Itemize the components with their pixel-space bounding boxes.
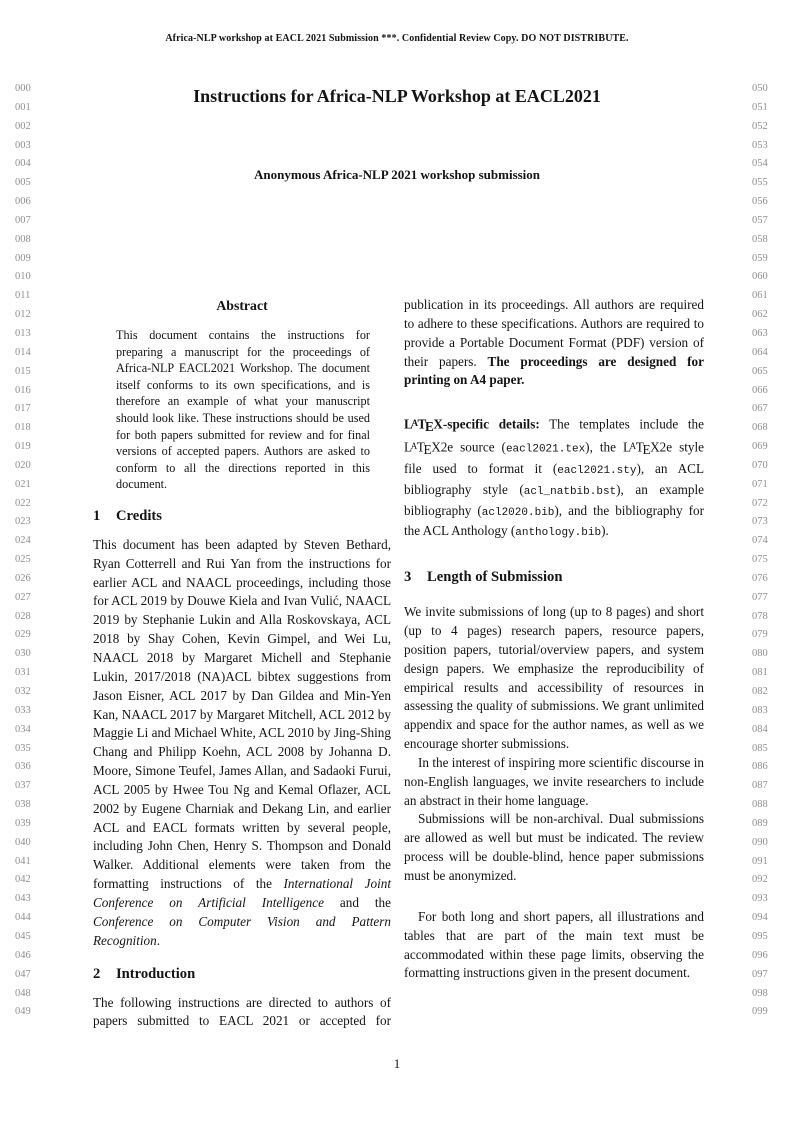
line-number: 014: [15, 346, 31, 358]
line-number: 035: [15, 742, 31, 754]
credits-paragraph: [93, 536, 391, 951]
line-number: 007: [15, 214, 31, 226]
line-number: 045: [15, 930, 31, 942]
line-number: 031: [15, 667, 31, 679]
text-segment: ), an example bibliography (: [404, 481, 704, 518]
section-heading-introduction: [93, 966, 391, 983]
line-number: 020: [15, 459, 31, 471]
line-number: 048: [15, 987, 31, 999]
line-number: 042: [15, 874, 31, 886]
line-number: 033: [15, 704, 31, 716]
line-number: 057: [752, 214, 768, 226]
text-segment: .: [156, 932, 161, 948]
line-number: 060: [752, 271, 768, 283]
line-number: 075: [752, 554, 768, 566]
length-paragraph-4: For both long and short papers, all illustrations and tables that are part of the main text must be accommodated within these page limits, observing the formatting instructions given in the present document.: [404, 908, 704, 981]
section-number: 2: [93, 965, 101, 982]
line-number: 008: [15, 233, 31, 245]
line-number: 071: [752, 478, 768, 490]
line-number: 030: [15, 648, 31, 660]
text-segment: eacl2021.tex: [505, 443, 586, 456]
text-segment: ), and the bibliography for the ACL Anthology (: [404, 502, 704, 539]
line-number: 091: [752, 855, 768, 867]
line-number: 054: [752, 158, 768, 170]
line-number: 084: [752, 723, 768, 735]
line-number: 089: [752, 817, 768, 829]
line-number: 052: [752, 120, 768, 132]
text-segment: L: [404, 416, 413, 432]
line-number: 079: [752, 629, 768, 641]
left-column: [93, 296, 391, 1031]
line-number: 012: [15, 309, 31, 321]
line-number: 028: [15, 610, 31, 622]
line-number: 023: [15, 516, 31, 528]
line-number: 043: [15, 893, 31, 905]
line-number: 097: [752, 968, 768, 980]
line-number: 013: [15, 327, 31, 339]
line-number: 027: [15, 591, 31, 603]
line-number: 047: [15, 968, 31, 980]
line-number: 055: [752, 177, 768, 189]
line-number: 074: [752, 535, 768, 547]
line-number: 096: [752, 949, 768, 961]
text-segment: The proceedings are designed for printing on A4 paper.: [404, 353, 704, 388]
line-number: 080: [752, 648, 768, 660]
line-number: 010: [15, 271, 31, 283]
line-number: 088: [752, 799, 768, 811]
line-number: 056: [752, 196, 768, 208]
page-number: 1: [393, 1056, 401, 1071]
text-segment: Conference on Computer Vision and Pattern Recognition: [93, 913, 391, 948]
line-number: 034: [15, 723, 31, 735]
line-number: 068: [752, 422, 768, 434]
paper-title: Instructions for Africa-NLP Workshop at EACL2021: [193, 86, 601, 106]
line-number: 029: [15, 629, 31, 641]
line-number: 094: [752, 912, 768, 924]
line-number: 081: [752, 667, 768, 679]
text-segment: The templates include the L: [404, 416, 704, 455]
section-number: 1: [93, 507, 101, 524]
line-number: 001: [15, 101, 31, 113]
text-segment: T: [416, 439, 425, 455]
line-number: 073: [752, 516, 768, 528]
abstract-text: This document contains the instructions for preparing a manuscript for the proceedings of Africa-NLP EACL2021 Workshop. The document itself conforms to its own specifications, and is therefore an example of what your manuscript should look like. These instructions should be used for both papers submitted for review and for final versions of accepted papers. Authors are asked to conform to all the directions reported in this document.: [116, 328, 370, 492]
text-segment: E: [642, 441, 651, 457]
line-number: 021: [15, 478, 31, 490]
abstract-heading: Abstract: [216, 298, 268, 313]
line-number: 000: [15, 83, 31, 94]
text-segment: ), an ACL bibliography style (: [404, 460, 704, 497]
text-segment: A: [629, 441, 637, 452]
line-number: 098: [752, 987, 768, 999]
line-number: 053: [752, 139, 768, 151]
line-number: 082: [752, 686, 768, 697]
text-segment: eacl2021.sty: [557, 464, 637, 477]
line-number: 077: [752, 591, 768, 603]
line-number: 051: [752, 101, 768, 113]
line-number: 019: [15, 441, 31, 453]
line-number: 011: [15, 290, 31, 302]
line-number: 059: [752, 252, 768, 264]
line-number: 070: [752, 459, 768, 471]
line-number: 006: [15, 196, 31, 208]
text-segment: ), the L: [585, 439, 632, 455]
line-number: 092: [752, 874, 768, 886]
text-segment: This document has been adapted by Steven Bethard, Ryan Cotterrell and Rui Yan from the instructions for earlier ACL and NAACL proceedings, including those for ACL 2019 by Douwe Kiela and Ivan Vulić, NAACL 2019 by Stephanie Lukin and Alla Roskovskaya, ACL 2018 by Shay Cohen, Kevin Gimpel, and Wei Lu, NAACL 2018 by Margaret Michell and Stephanie Lukin, 2017/2018 (NA)ACL bibtex suggestions from Jason Eisner, ACL 2017 by Dan Gildea and Min-Yen Kan, NAACL 2017 by Margaret Mitchell, ACL 2012 by Maggie Li and Michael White, ACL 2010 by Jing-Shing Chang and Philipp Koehn, ACL 2008 by Johanna D. Moore, Simone Teufel, James Allan, and Sadaoki Furui, ACL 2005 by Hwee Tou Ng and Kemal Oflazer, ACL 2002 by Eugene Charniak and Dekang Lin, and earlier ACL and EACL formats written by several people, including John Chen, Henry S. Thompson and Donald Walker. Additional elements were taken from the formatting instructions of the: [93, 536, 391, 892]
line-number: 064: [752, 346, 768, 358]
line-number: 024: [15, 535, 31, 547]
latex-details-paragraph: [404, 414, 704, 543]
line-number: 044: [15, 912, 31, 924]
line-number: 085: [752, 742, 768, 754]
line-number: 005: [15, 177, 31, 189]
text-segment: International Joint Conference on Artificial Intelligence: [93, 876, 391, 910]
text-segment: E: [423, 441, 432, 457]
line-number: 016: [15, 384, 31, 396]
text-segment: X2e source (: [431, 439, 506, 455]
text-segment: acl2020.bib: [481, 506, 555, 519]
text-segment: acl_natbib.bst: [523, 485, 617, 498]
line-number: 017: [15, 403, 31, 415]
text-segment: X-specific details:: [433, 416, 540, 432]
line-number: 041: [15, 855, 31, 867]
line-number: 015: [15, 365, 31, 377]
confidential-header: Africa-NLP workshop at EACL 2021 Submission ***. Confidential Review Copy. DO NOT DISTRIBUTE.: [165, 33, 629, 44]
text-segment: anthology.bib: [515, 527, 602, 540]
line-number: 087: [752, 780, 768, 792]
introduction-paragraph-left: The following instructions are directed to authors of papers submitted to EACL 2021 or accepted for: [93, 994, 391, 1029]
text-segment: X2e style file used to format it (: [404, 439, 705, 476]
line-number: 022: [15, 497, 31, 509]
line-number: 066: [752, 384, 768, 396]
line-number: 036: [15, 761, 31, 773]
text-segment: A: [411, 418, 418, 429]
line-number: 069: [752, 441, 768, 453]
line-number: 004: [15, 158, 31, 170]
text-segment: publication in its proceedings. All authors are required to adhere to these specifications. Authors are required to provide a Portable Document Format (PDF) version of their papers.: [404, 297, 704, 369]
line-number: 076: [752, 572, 768, 584]
line-number: 062: [752, 309, 768, 321]
text-segment: ).: [601, 523, 609, 539]
length-paragraph-1: We invite submissions of long (up to 8 pages) and short (up to 4 pages) research papers, resource papers, position papers, tutorial/overview papers, and system design papers. We emphasize the reproducibility of empirical results and accessibility of resources in assessing the quality of submissions. We grant unlimited appendix and space for the author names, as well as we encourage shorter submissions.: [404, 604, 704, 752]
line-numbers-left: [15, 80, 49, 1022]
line-number: 067: [752, 403, 768, 415]
line-number: 090: [752, 836, 768, 848]
text-segment: E: [424, 419, 434, 435]
line-number: 037: [15, 780, 31, 792]
line-number: 083: [752, 704, 768, 716]
line-numbers-right: [752, 80, 786, 1022]
section-title: Introduction: [116, 965, 196, 982]
section-title: Length of Submission: [427, 569, 563, 586]
line-number: 003: [15, 139, 31, 151]
line-number: 018: [15, 422, 31, 434]
line-number: 039: [15, 817, 31, 829]
line-number: 061: [752, 290, 768, 302]
line-number: 063: [752, 327, 768, 339]
line-number: 065: [752, 365, 768, 377]
text-segment: T: [635, 439, 644, 455]
section-number: 3: [404, 569, 412, 586]
line-number: 026: [15, 572, 31, 584]
line-number: 009: [15, 252, 31, 264]
line-number: 049: [15, 1006, 31, 1018]
text-segment: T: [417, 416, 427, 432]
line-number: 040: [15, 836, 31, 848]
text-segment: and the: [323, 894, 391, 910]
line-number: 038: [15, 799, 31, 811]
line-number: 095: [752, 930, 768, 942]
line-number: 050: [752, 83, 768, 94]
line-number: 025: [15, 554, 31, 566]
right-column: [404, 296, 704, 983]
author-line: Anonymous Africa-NLP 2021 workshop submission: [253, 167, 541, 182]
length-paragraph-2: In the interest of inspiring more scientific discourse in non-English languages, we invite researchers to include an abstract in their home language.: [404, 754, 704, 808]
line-number: 078: [752, 610, 768, 622]
length-paragraph-3: Submissions will be non-archival. Dual submissions are allowed as well but must be indicated. The review process will be double-blind, hence paper submissions must be anonymized.: [404, 811, 704, 883]
line-number: 086: [752, 761, 768, 773]
text-segment: A: [410, 441, 418, 452]
section-heading-credits: [93, 508, 391, 525]
line-number: 072: [752, 497, 768, 509]
section-heading-length: [404, 569, 704, 586]
line-number: 099: [752, 1006, 768, 1018]
section-title: Credits: [116, 507, 162, 524]
line-number: 032: [15, 686, 31, 697]
line-number: 093: [752, 893, 768, 905]
line-number: 058: [752, 233, 768, 245]
introduction-paragraph-continued: [404, 296, 704, 390]
line-number: 002: [15, 120, 31, 132]
line-number: 046: [15, 949, 31, 961]
